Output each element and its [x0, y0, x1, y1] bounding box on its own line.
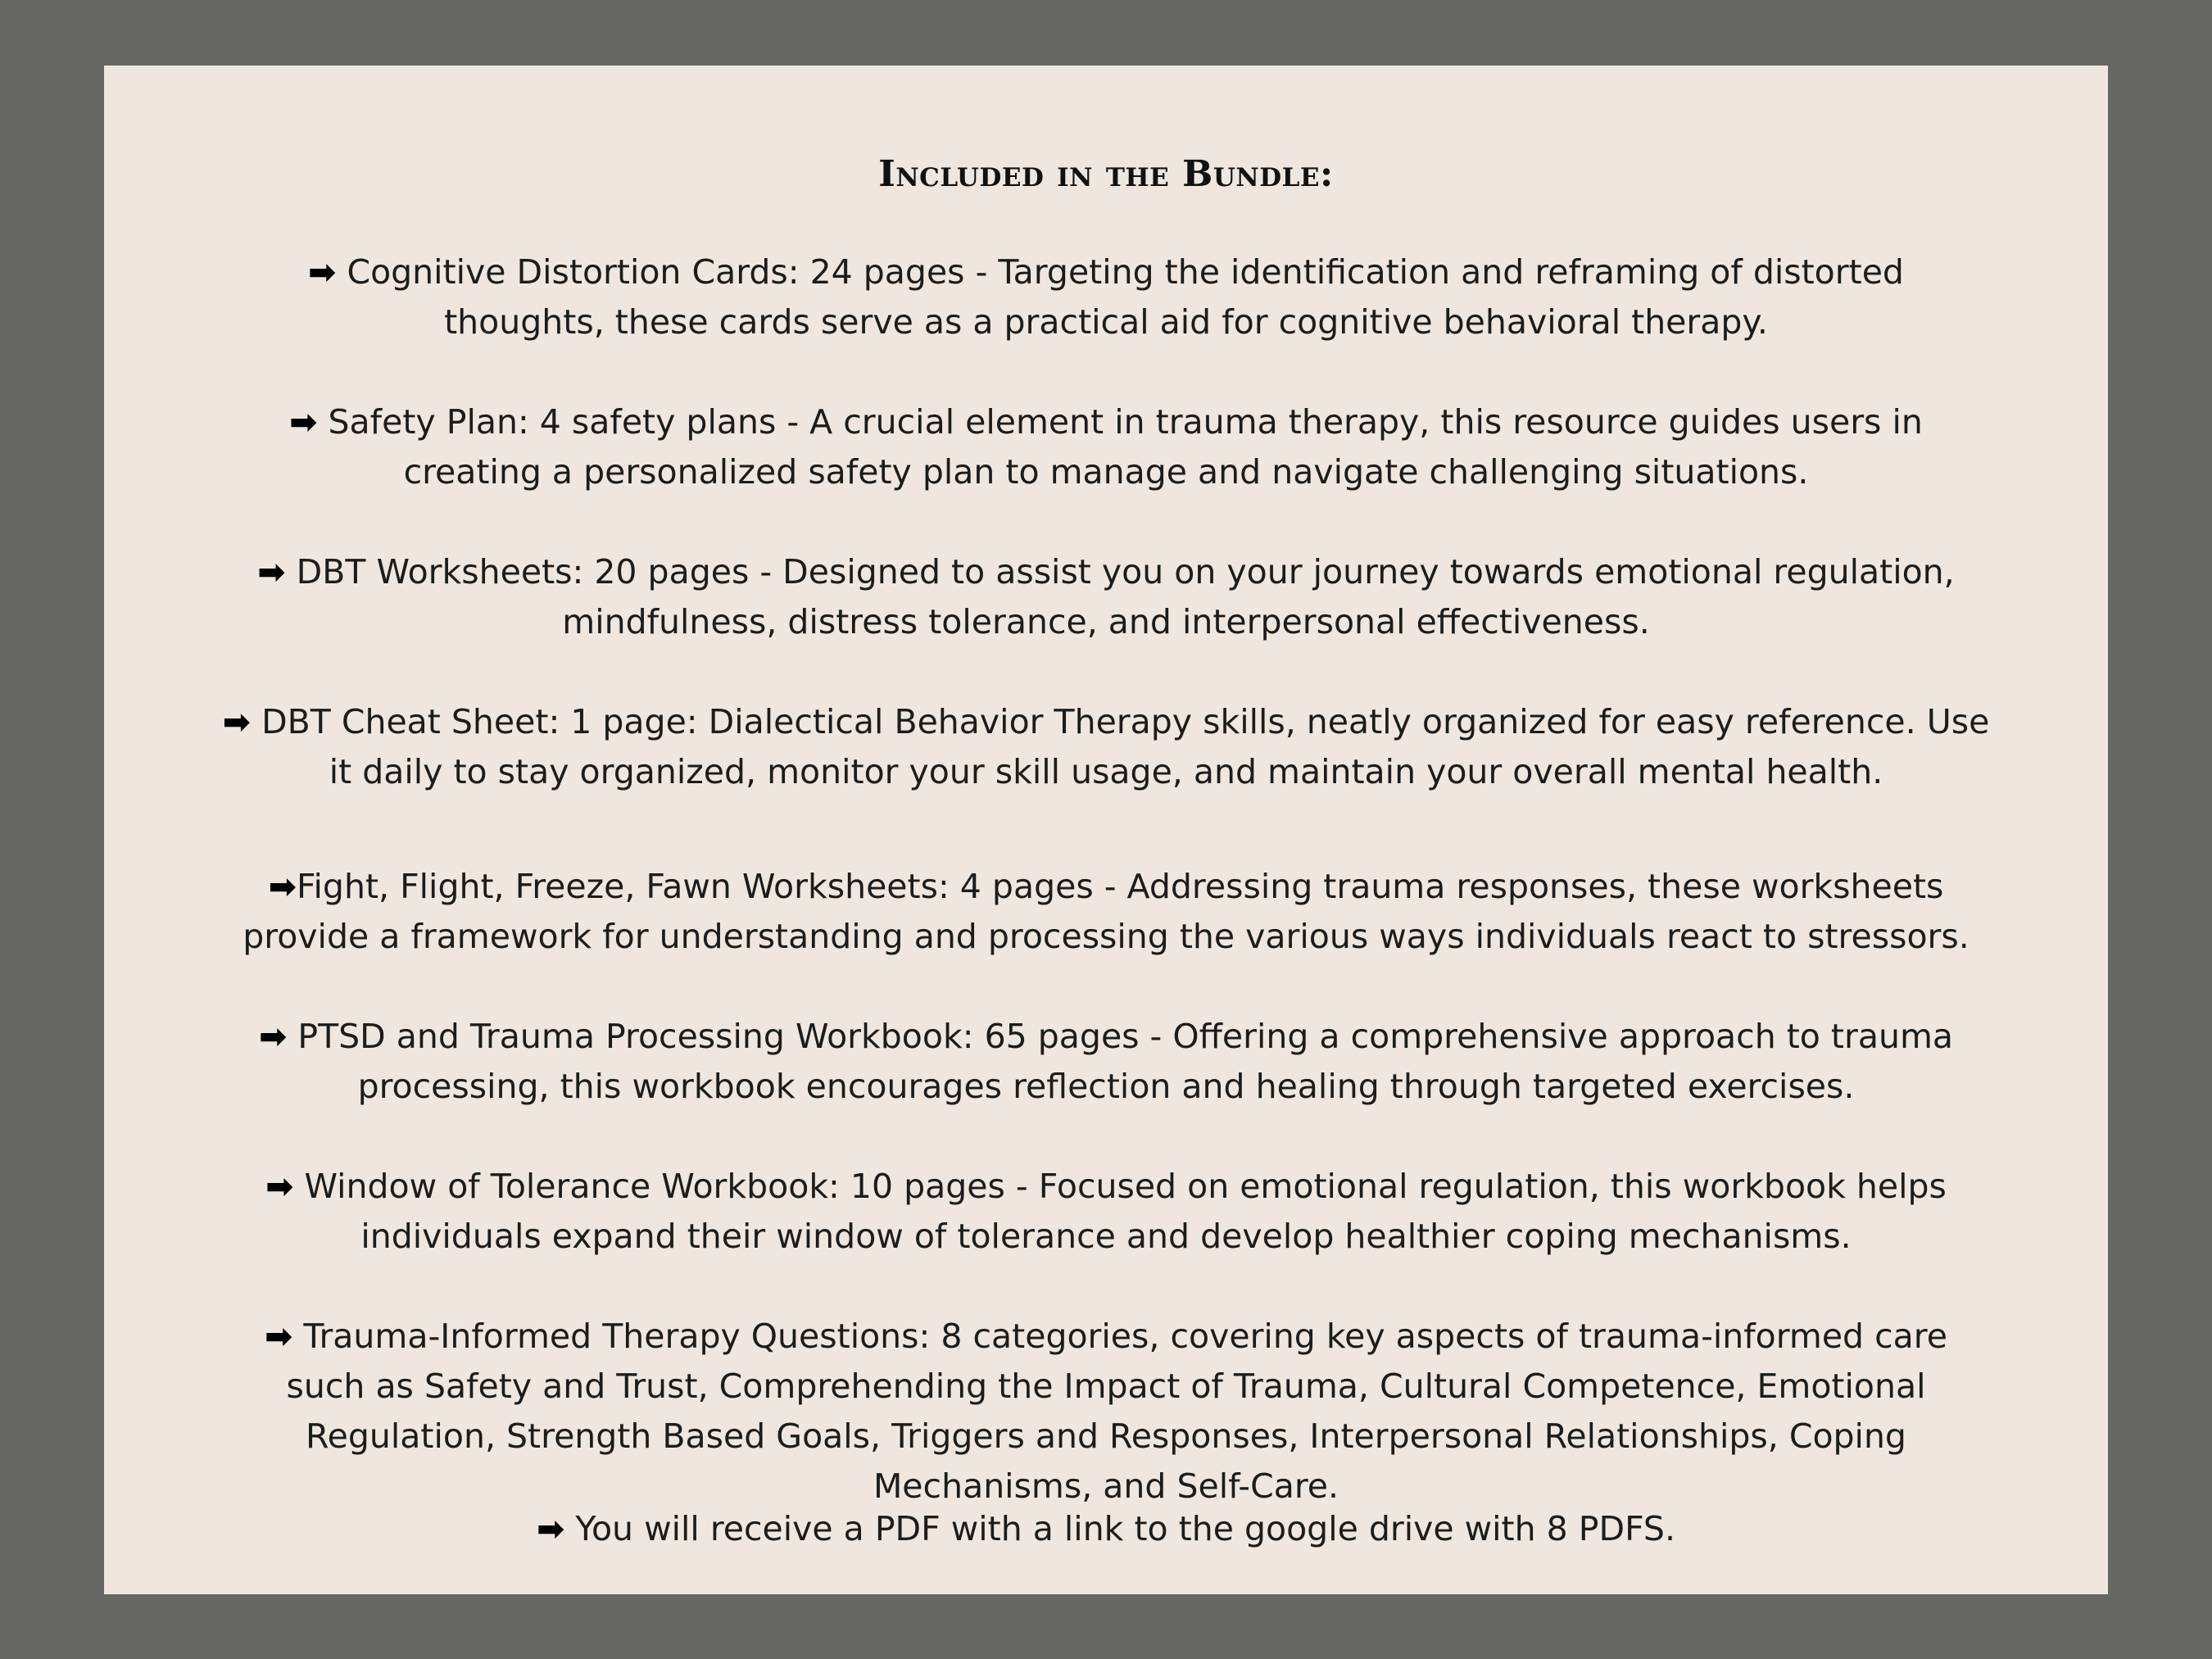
item-text: Fight, Flight, Freeze, Fawn Worksheets: 4 pages - Addressing trauma responses, these worksheets provide a framework for understanding and processing the various ways individuals react to stressors. — [243, 867, 1969, 956]
item-text: You will receive a PDF with a link to the google drive with 8 PDFS. — [564, 1509, 1675, 1548]
bundle-card — [104, 66, 2108, 1594]
arrow-right-icon: ➡ — [308, 252, 337, 292]
arrow-right-icon: ➡ — [257, 552, 286, 592]
arrow-right-icon: ➡ — [536, 1509, 565, 1548]
arrow-right-icon: ➡ — [258, 1017, 288, 1056]
bundle-heading: Included in the Bundle: — [878, 153, 1334, 195]
list-item-dbt-worksheets — [137, 547, 2075, 647]
arrow-right-icon: ➡ — [268, 867, 297, 906]
item-text: DBT Worksheets: 20 pages - Designed to assist you on your journey towards emotional regulation, mindfulness, distress tolerance, and interpersonal effectiveness. — [296, 552, 1955, 641]
list-item-cognitive-distortion-cards — [137, 247, 2075, 347]
item-text: Cognitive Distortion Cards: 24 pages - Targeting the identification and reframing of distorted thoughts, these cards serve as a practical aid for cognitive behavioral therapy. — [347, 252, 1904, 342]
arrow-right-icon: ➡ — [265, 1167, 294, 1206]
item-text: PTSD and Trauma Processing Workbook: 65 pages - Offering a comprehensive approach to trauma processing, this workbook encourages reflection and healing through targeted exercises. — [297, 1017, 1954, 1106]
arrow-right-icon: ➡ — [289, 402, 318, 442]
list-item-dbt-cheat-sheet — [137, 697, 2075, 797]
item-text: Window of Tolerance Workbook: 10 pages - Focused on emotional regulation, this workbook helps individuals expand their window of tolerance and develop healthier coping mechanisms. — [304, 1167, 1947, 1256]
arrow-right-icon: ➡ — [222, 702, 252, 741]
list-item-safety-plan — [137, 397, 2075, 497]
item-text: DBT Cheat Sheet: 1 page: Dialectical Behavior Therapy skills, neatly organized for easy reference. Use it daily to stay organized, monitor your skill usage, and maintain your overall mental health. — [261, 702, 1990, 791]
arrow-right-icon: ➡ — [265, 1317, 293, 1356]
list-item-ptsd-workbook — [137, 1012, 2075, 1112]
item-text: Trauma-Informed Therapy Questions: 8 categories, covering key aspects of trauma-informed care such as Safety and Trust, Comprehending the Impact of Trauma, Cultural Competence, Emotional Regulation, Strength Based Goals, Triggers and Responses, Interpersonal Relationships, Coping Mechanisms, and Self-Care. — [286, 1317, 1947, 1506]
item-text: Safety Plan: 4 safety plans - A crucial element in trauma therapy, this resource guides users in creating a personalized safety plan to manage and navigate challenging situations. — [328, 402, 1923, 492]
list-item-trauma-informed-questions — [137, 1312, 2075, 1512]
list-item-pdf-delivery — [137, 1504, 2075, 1554]
list-item-fight-flight-freeze-fawn — [137, 862, 2075, 962]
list-item-window-of-tolerance — [137, 1162, 2075, 1262]
